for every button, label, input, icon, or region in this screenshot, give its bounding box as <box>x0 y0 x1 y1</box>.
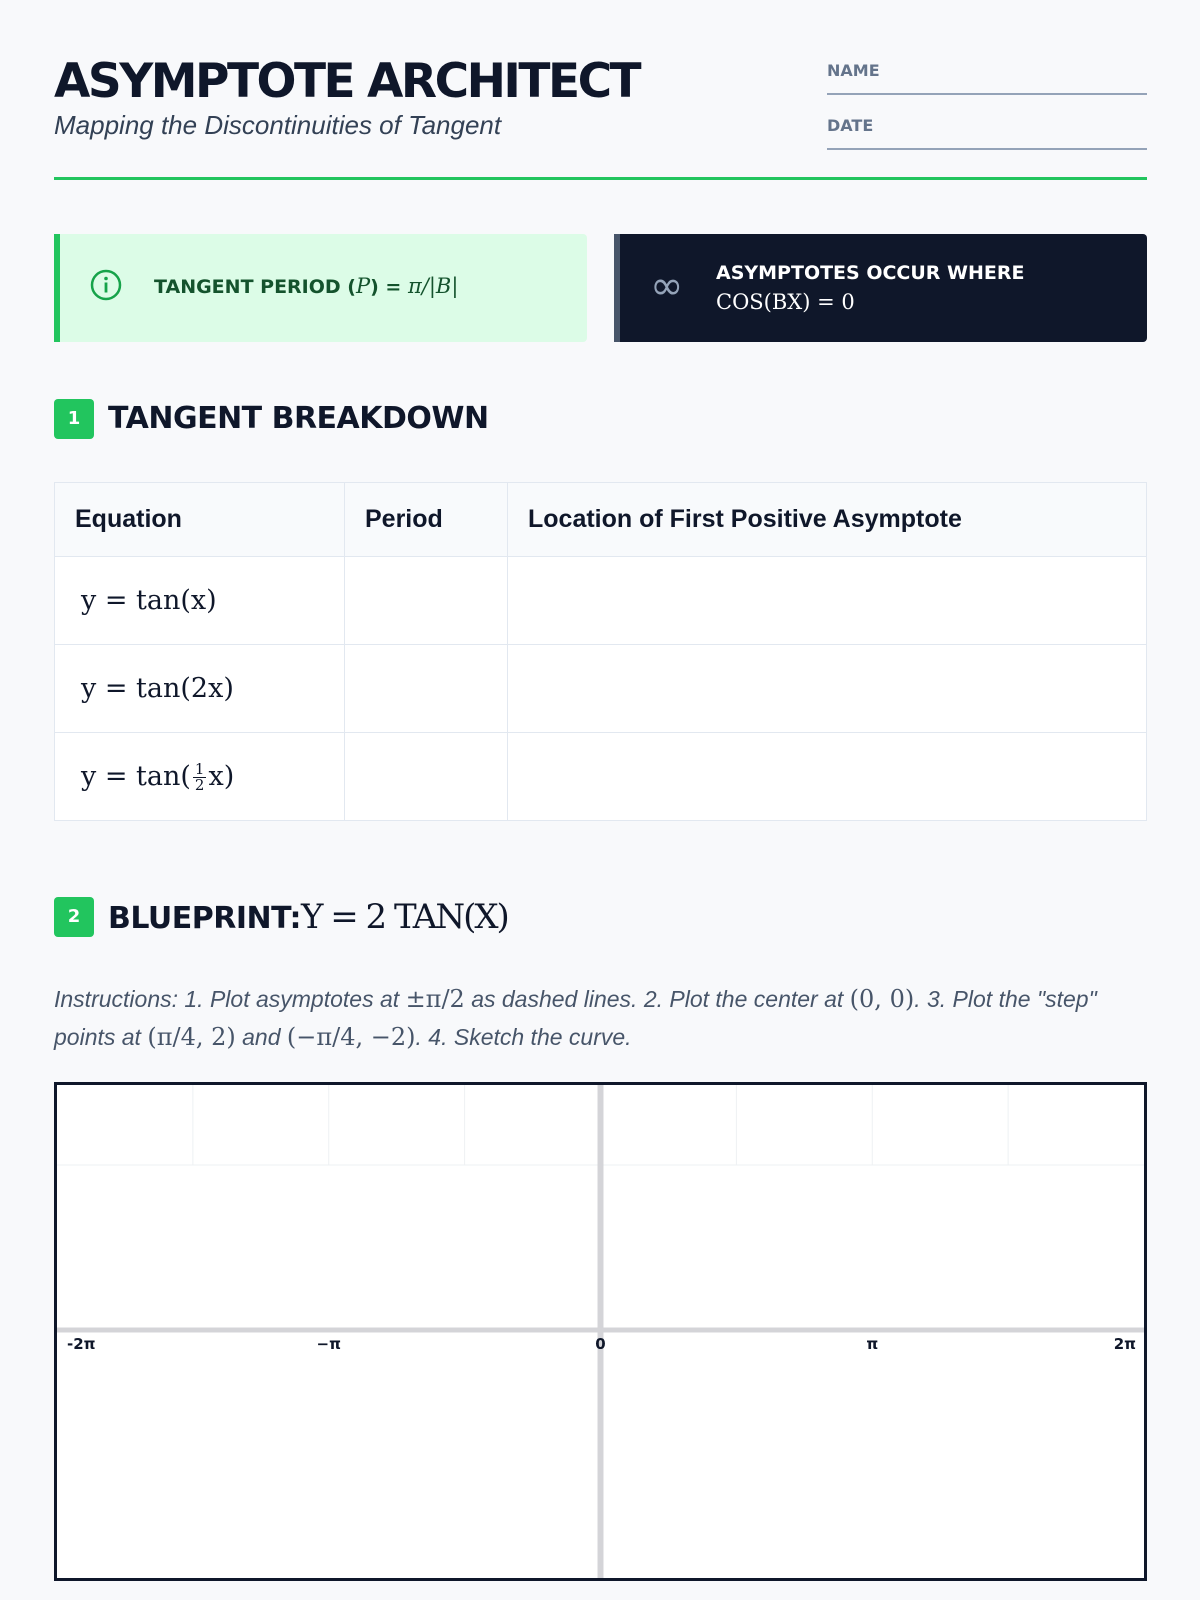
section-number-badge: 1 <box>54 399 94 439</box>
equation-cell: y = tan(2x) <box>55 645 345 733</box>
x-tick-label: π <box>866 1335 879 1353</box>
equation-cell: y = tan( $\frac{1}{2}$ x) <box>55 733 345 821</box>
column-header-equation: Equation <box>55 483 345 557</box>
table-row <box>55 645 1147 733</box>
asymptote-callout-title: ASYMPTOTES OCCUR WHERE <box>716 262 1025 284</box>
period-answer-cell[interactable] <box>345 645 508 733</box>
x-tick-label: −π <box>316 1335 341 1353</box>
name-field[interactable] <box>827 59 1147 95</box>
page-title: ASYMPTOTE ARCHITECT <box>54 54 640 109</box>
section-title: BLUEPRINT:Y = 2 TAN(X) <box>108 897 508 937</box>
table-header-row <box>55 483 1147 557</box>
asymptote-callout <box>614 234 1147 342</box>
x-tick-label: 2π <box>1113 1335 1136 1353</box>
table-row <box>55 557 1147 645</box>
table-row <box>55 733 1147 821</box>
period-formula-text: TANGENT PERIOD (P) = π/|B| <box>154 274 459 298</box>
asymptote-answer-cell[interactable] <box>508 645 1147 733</box>
blueprint-graph[interactable] <box>54 1082 1147 1581</box>
x-tick-label: 0 <box>595 1335 606 1353</box>
header-divider <box>54 177 1147 180</box>
asymptote-answer-cell[interactable] <box>508 557 1147 645</box>
column-header-asymptote: Location of First Positive Asymptote <box>508 483 1147 557</box>
section-number-badge: 2 <box>54 897 94 937</box>
x-tick-label: -2π <box>67 1335 96 1353</box>
date-label: DATE <box>827 116 874 135</box>
section-title: TANGENT BREAKDOWN <box>108 401 489 436</box>
blueprint-equation: Y = 2 TAN(X) <box>300 897 508 937</box>
graph-grid[interactable] <box>57 1085 1144 1578</box>
asymptote-condition: COS(BX) = 0 <box>716 290 855 314</box>
name-label: NAME <box>827 61 880 80</box>
period-answer-cell[interactable] <box>345 733 508 821</box>
column-header-period: Period <box>345 483 508 557</box>
info-circle-icon <box>90 269 122 301</box>
page-subtitle: Mapping the Discontinuities of Tangent <box>54 110 502 140</box>
period-callout <box>54 234 587 342</box>
period-answer-cell[interactable] <box>345 557 508 645</box>
fraction: $\frac{1}{2}$ <box>194 759 205 794</box>
asymptote-answer-cell[interactable] <box>508 733 1147 821</box>
tangent-breakdown-table <box>54 482 1147 821</box>
equation-cell: y = tan(x) <box>55 557 345 645</box>
date-field[interactable] <box>827 114 1147 150</box>
graph-instructions: Instructions: 1. Plot asymptotes at ±π/2 as dashed lines. 2. Plot the center at (0, 0). 3. Plot the "step" points at (π/4, 2) and (−π/4, −2). 4. Sketch the curve. <box>54 985 1097 1051</box>
infinity-icon: ∞ <box>650 263 684 309</box>
